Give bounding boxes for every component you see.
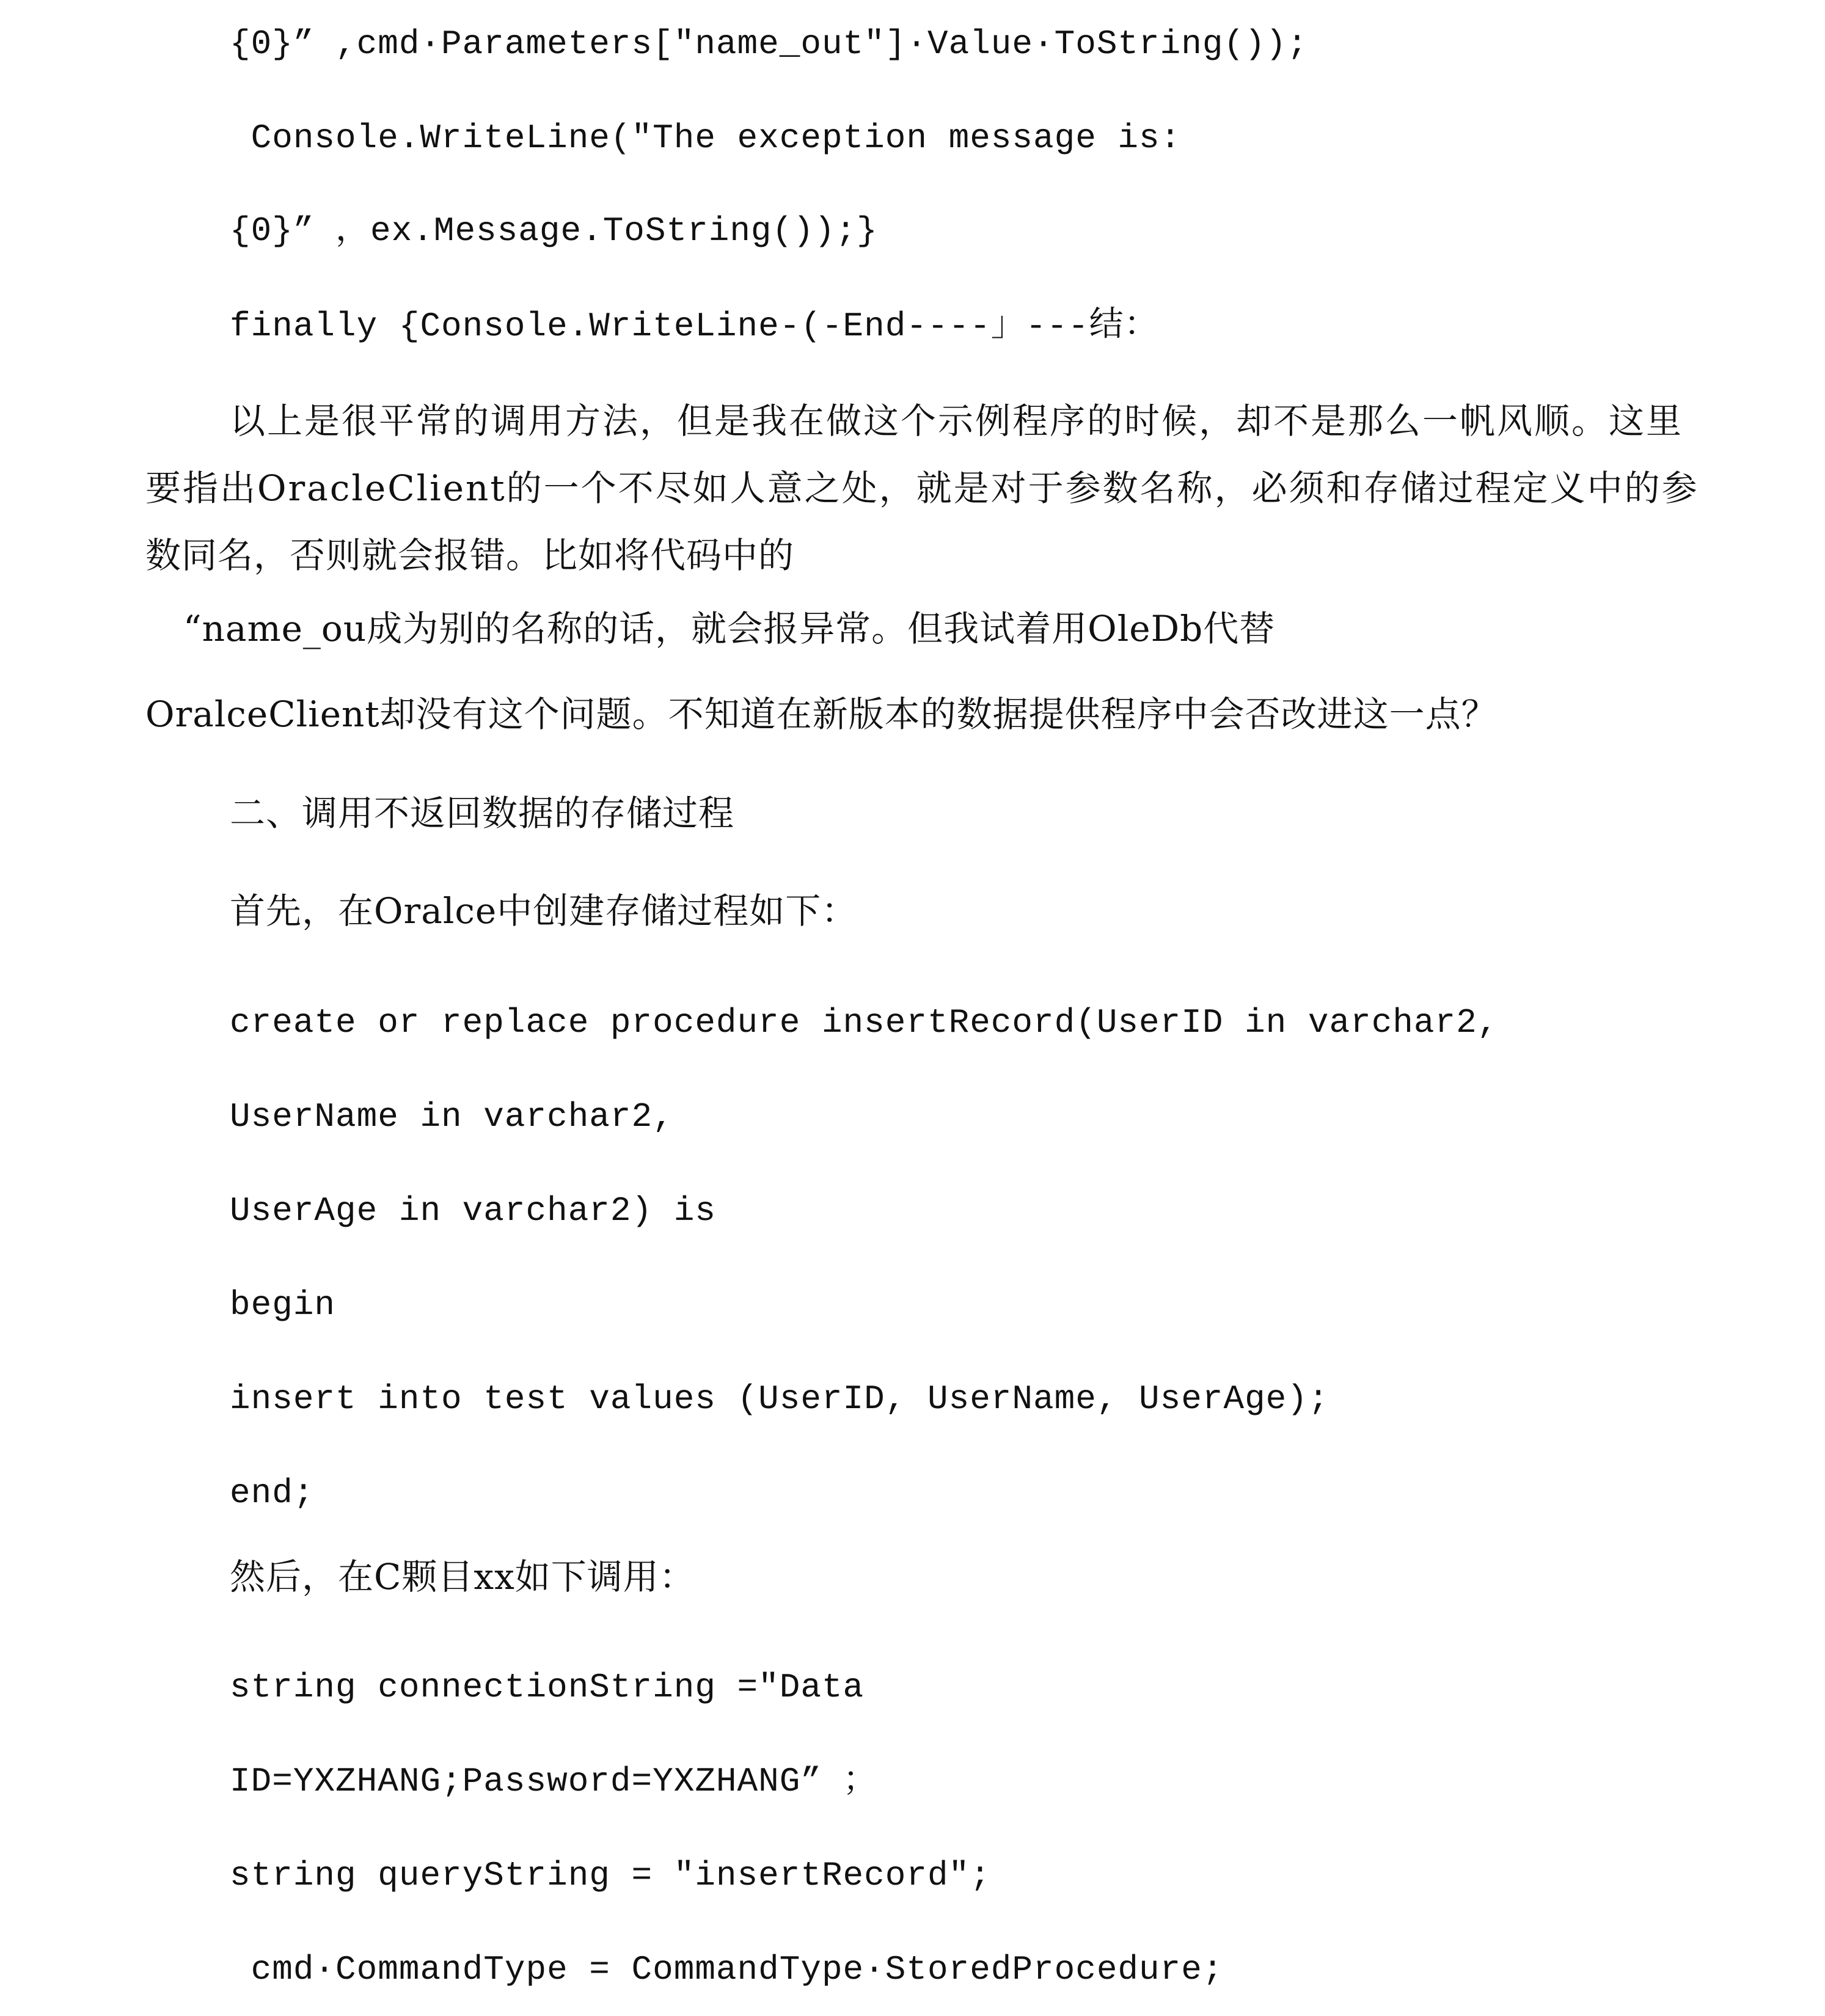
code-line: UserAge in varchar2) is [230,1191,716,1230]
code-line: {0}” ，ex.Message.ToString());} [230,211,878,250]
code-line: finally {Console.WriteLine-(-End----」---结： [230,307,1159,346]
paragraph-line: 要指出OracleClient的一个不尽如人意之处，就是对于参数名称，必须和存储过程定义中的参 [145,467,1699,509]
code-line: {0}” ,cmd·Parameters["name_out"]·Value·ToString()); [230,24,1308,64]
code-line: insert into test values (UserID, UserName, UserAge); [230,1379,1329,1419]
code-line: Console.WriteLine("The exception message is: [230,119,1182,158]
paragraph-line: 然后，在C颗目xx如下调用： [230,1556,695,1598]
paragraph-line: “name_ou成为别的名称的话，就会报异常。但我试着用OleDb代替 [183,608,1276,649]
code-line: ID=YXZHANG;Password=YXZHANG” ； [230,1762,878,1801]
paragraph-line: 首先，在Oralce中创建存储过程如下： [230,890,858,932]
code-line: string connectionString ="Data [230,1668,865,1707]
code-line: create or replace procedure insertRecord(UserID in varchar2, [230,1003,1499,1042]
paragraph-line: 数同名，否则就会报错。比如将代码中的 [145,535,795,576]
code-line: end; [230,1474,315,1513]
code-line: begin [230,1285,336,1324]
code-line: cmd·CommandType = CommandType·StoredProcedure; [230,1950,1224,1989]
paragraph-line: OralceClient却没有这个问题。不知道在新版本的数据提供程序中会否改进这一点？ [145,693,1498,735]
paragraph-line: 以上是很平常的调用方法，但是我在做这个示例程序的时候，却不是那么一帆风顺。这里 [230,400,1684,442]
code-line: string queryString = "insertRecord"; [230,1856,991,1895]
code-line: UserName in varchar2, [230,1097,674,1136]
section-heading: 二、调用不返回数据的存储过程 [230,792,735,834]
